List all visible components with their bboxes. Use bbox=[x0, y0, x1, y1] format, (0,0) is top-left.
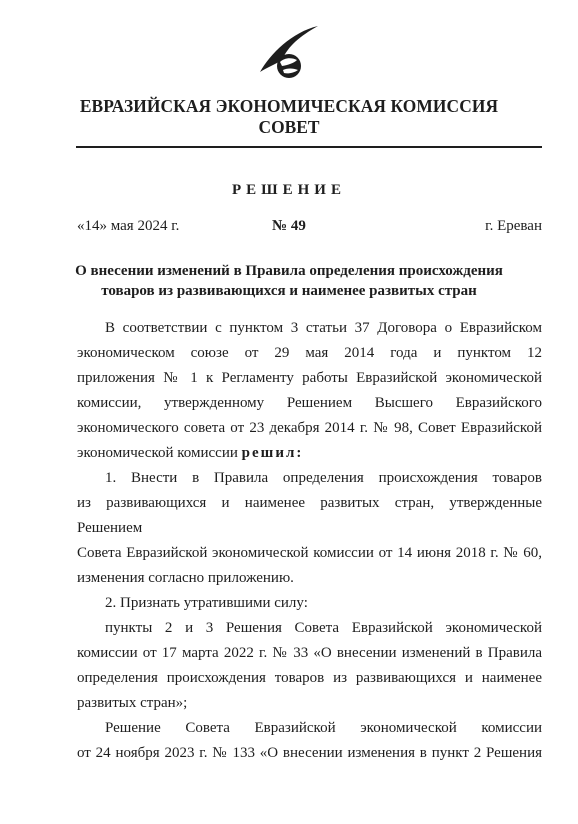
organization-name: ЕВРАЗИЙСКАЯ ЭКОНОМИЧЕСКАЯ КОМИССИЯ bbox=[79, 96, 499, 116]
document-place: г. Ереван bbox=[485, 218, 542, 234]
subject-line: О внесении изменений в Правила определения происхождения bbox=[75, 263, 503, 279]
body-line: пункты 2 и 3 Решения Совета Евразийской экономической bbox=[105, 620, 542, 636]
decided-keyword: решил: bbox=[241, 445, 304, 461]
document-type-heading: РЕШЕНИЕ bbox=[232, 182, 346, 198]
body-line: приложения № 1 к Регламенту работы Евразийской экономической bbox=[77, 370, 542, 386]
body-line: изменения согласно приложению. bbox=[77, 570, 294, 586]
header-divider bbox=[76, 146, 542, 148]
document-number: № 49 bbox=[272, 218, 306, 234]
body-line: комиссии от 17 марта 2022 г. № 33 «О внесении изменений в Правила bbox=[77, 645, 542, 661]
body-line: из развивающихся и наименее развитых стран, утвержденные Решением bbox=[77, 495, 542, 536]
body-text: экономической комиссии bbox=[77, 445, 242, 461]
council-name: СОВЕТ bbox=[258, 117, 320, 137]
body-line: Решение Совета Евразийской экономической комиссии bbox=[105, 720, 542, 736]
body-line: определения происхождения товаров из развивающихся и наименее bbox=[77, 670, 542, 686]
body-line: экономического совета от 23 декабря 2014 г. № 98, Совет Евразийской bbox=[77, 420, 542, 436]
body-line: 2. Признать утратившими силу: bbox=[105, 595, 308, 611]
body-line: комиссии, утвержденному Решением Высшего Евразийского bbox=[77, 395, 542, 411]
body-line bbox=[77, 441, 542, 466]
body-line: развитых стран»; bbox=[77, 695, 188, 711]
document-body bbox=[77, 316, 542, 766]
body-line: Совета Евразийской экономической комиссии от 14 июня 2018 г. № 60, bbox=[77, 545, 542, 561]
body-line: от 24 ноября 2023 г. № 133 «О внесении изменения в пункт 2 Решения bbox=[77, 745, 542, 761]
document-date: «14» мая 2024 г. bbox=[77, 218, 180, 234]
subject-line: товаров из развивающихся и наименее развитых стран bbox=[101, 283, 477, 299]
document-subject bbox=[72, 261, 506, 301]
body-line: 1. Внести в Правила определения происхождения товаров bbox=[105, 470, 542, 486]
body-line: В соответствии с пунктом 3 статьи 37 Договора о Евразийском bbox=[105, 320, 542, 336]
eurasian-emblem-icon bbox=[258, 22, 320, 84]
body-line: экономическом союзе от 29 мая 2014 года и пунктом 12 bbox=[77, 345, 542, 361]
